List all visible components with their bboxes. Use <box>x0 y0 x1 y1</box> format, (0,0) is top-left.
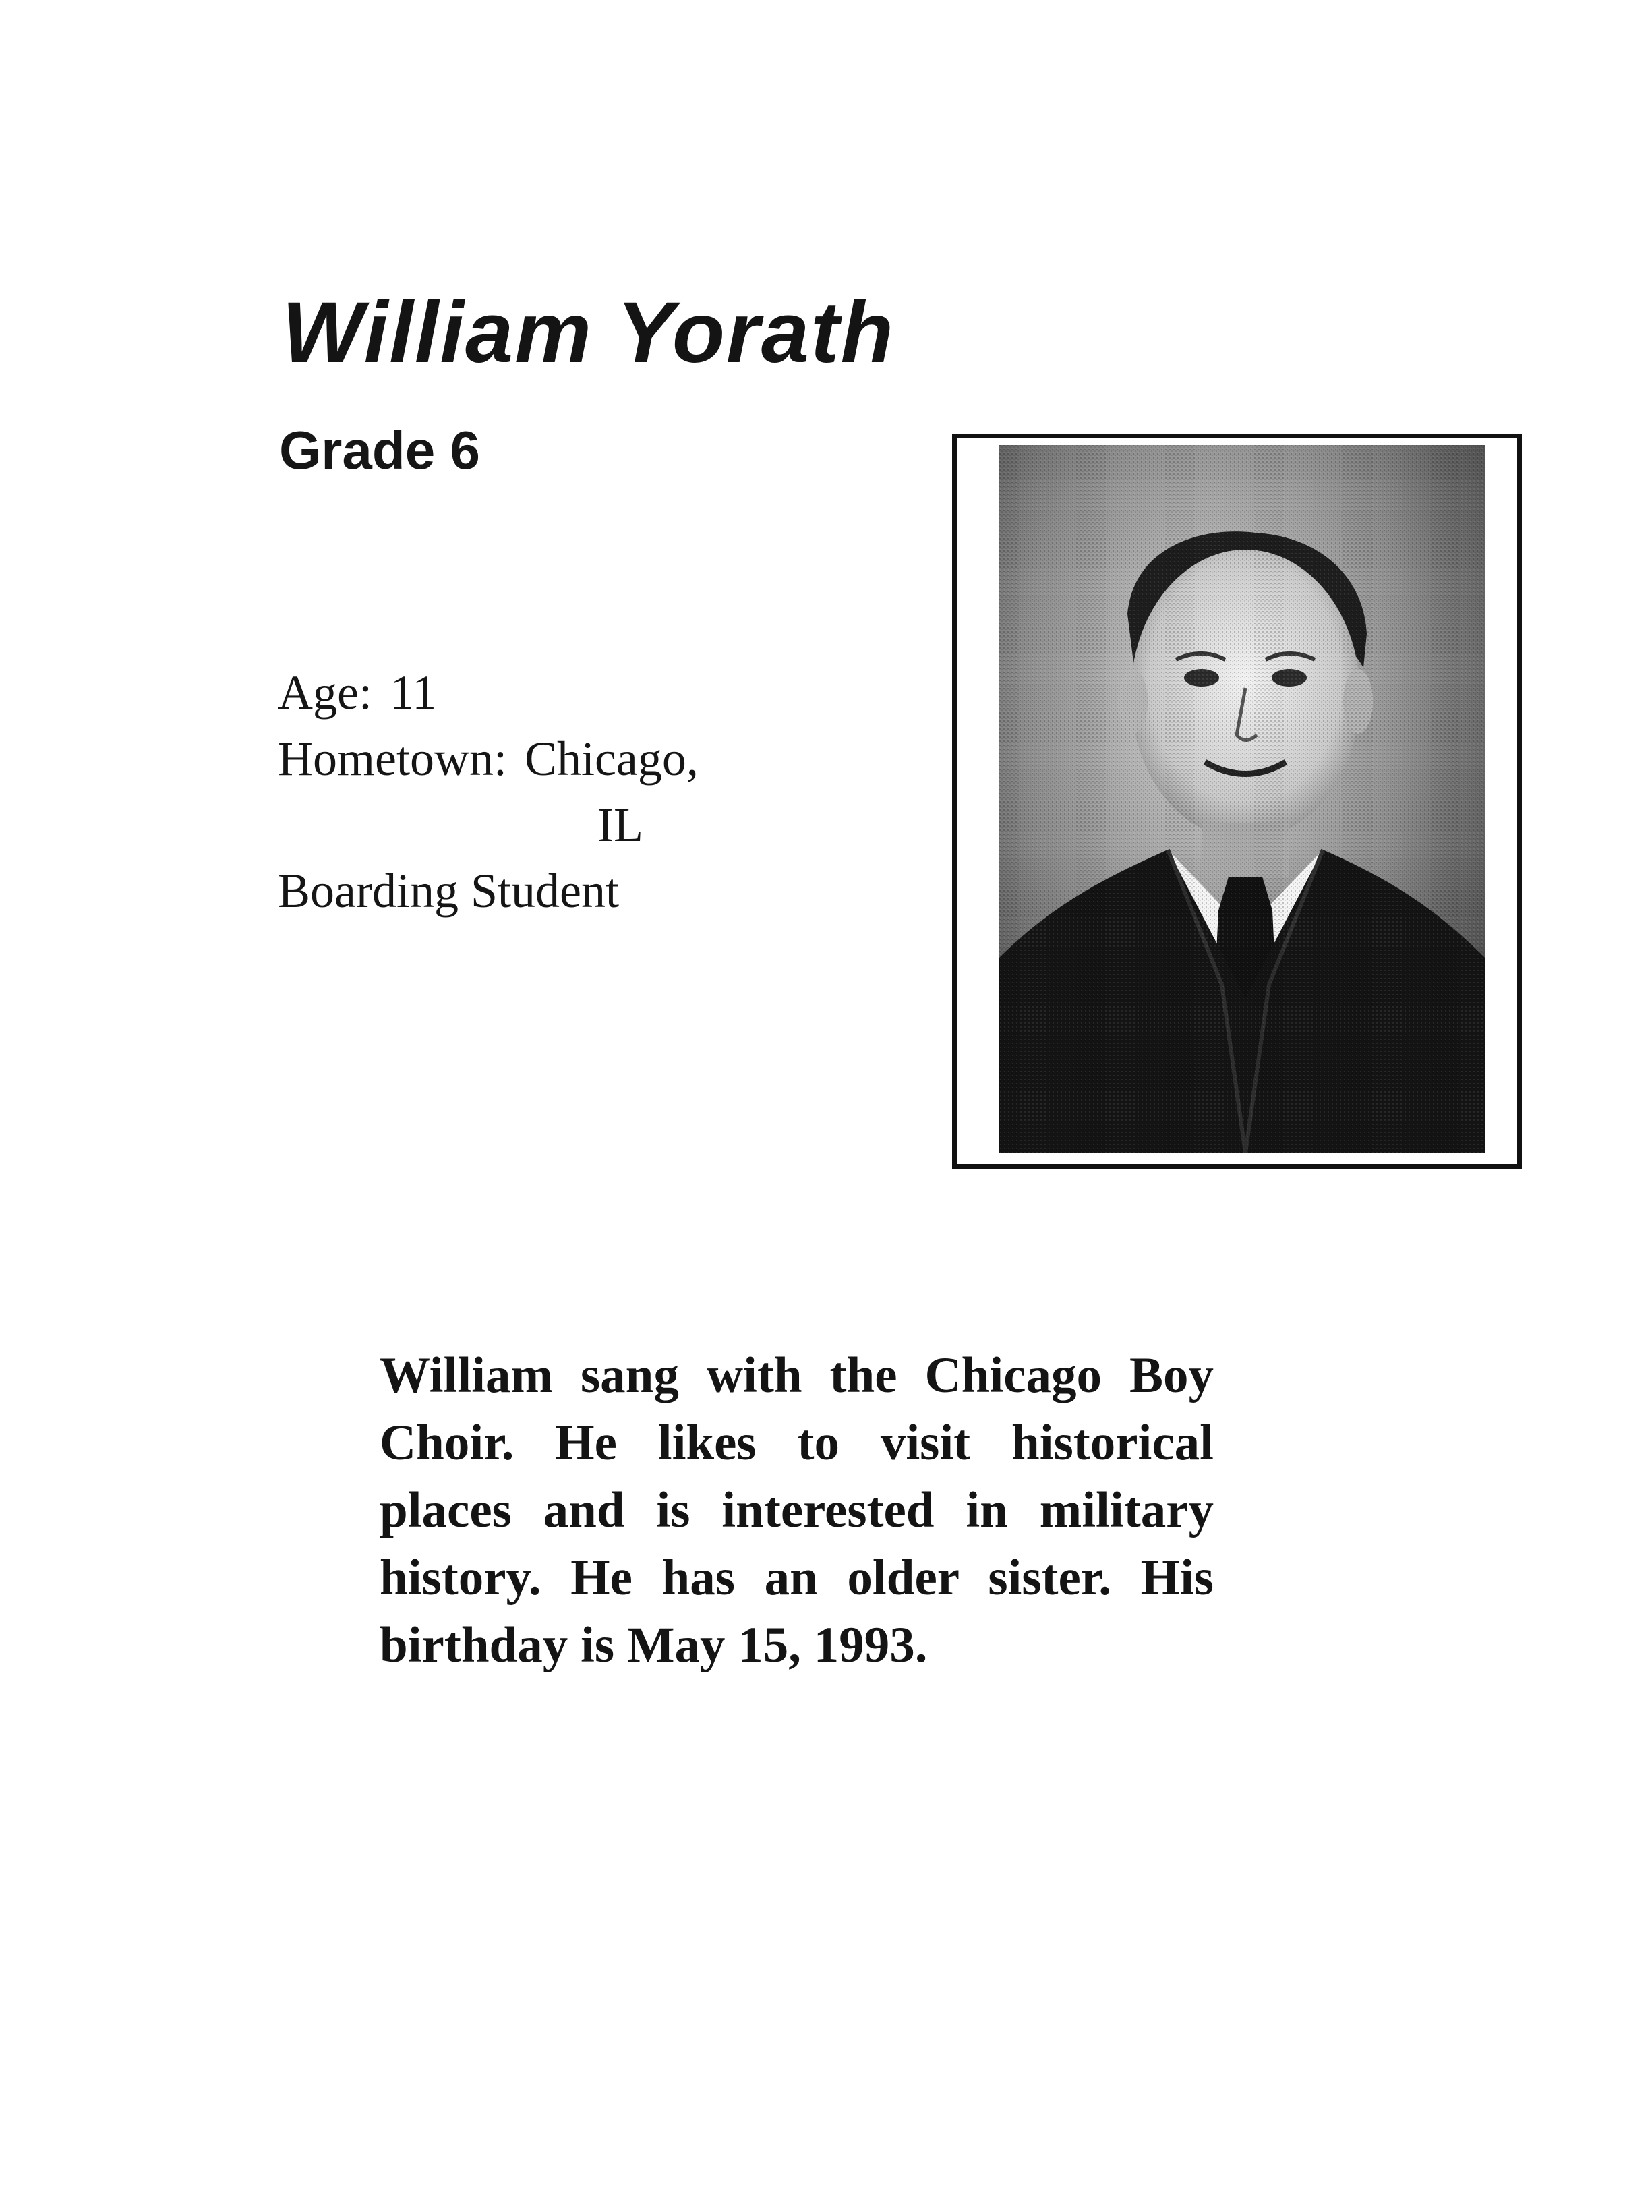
photo-frame <box>952 434 1522 1169</box>
hometown-row <box>278 726 699 792</box>
student-portrait-photo <box>999 445 1485 1153</box>
student-bio: William sang with the Chicago Boy Choir. He likes to visit historical places and is interested in military history. He has an older sister. His birthday is May 15, 1993. <box>380 1347 1214 1673</box>
student-facts <box>278 660 699 924</box>
age-row <box>278 660 699 726</box>
hometown-state-row <box>278 792 699 858</box>
hometown-city: Chicago, <box>524 732 699 786</box>
portrait-image <box>999 445 1485 1153</box>
status-row <box>278 858 699 924</box>
hometown-state: IL <box>597 798 643 852</box>
boarding-status: Boarding Student <box>278 864 619 918</box>
age-label: Age: <box>278 666 372 720</box>
hometown-label: Hometown: <box>278 732 507 786</box>
age-value: 11 <box>389 666 437 720</box>
student-name: William Yorath <box>282 285 895 381</box>
student-grade: Grade 6 <box>279 420 480 480</box>
